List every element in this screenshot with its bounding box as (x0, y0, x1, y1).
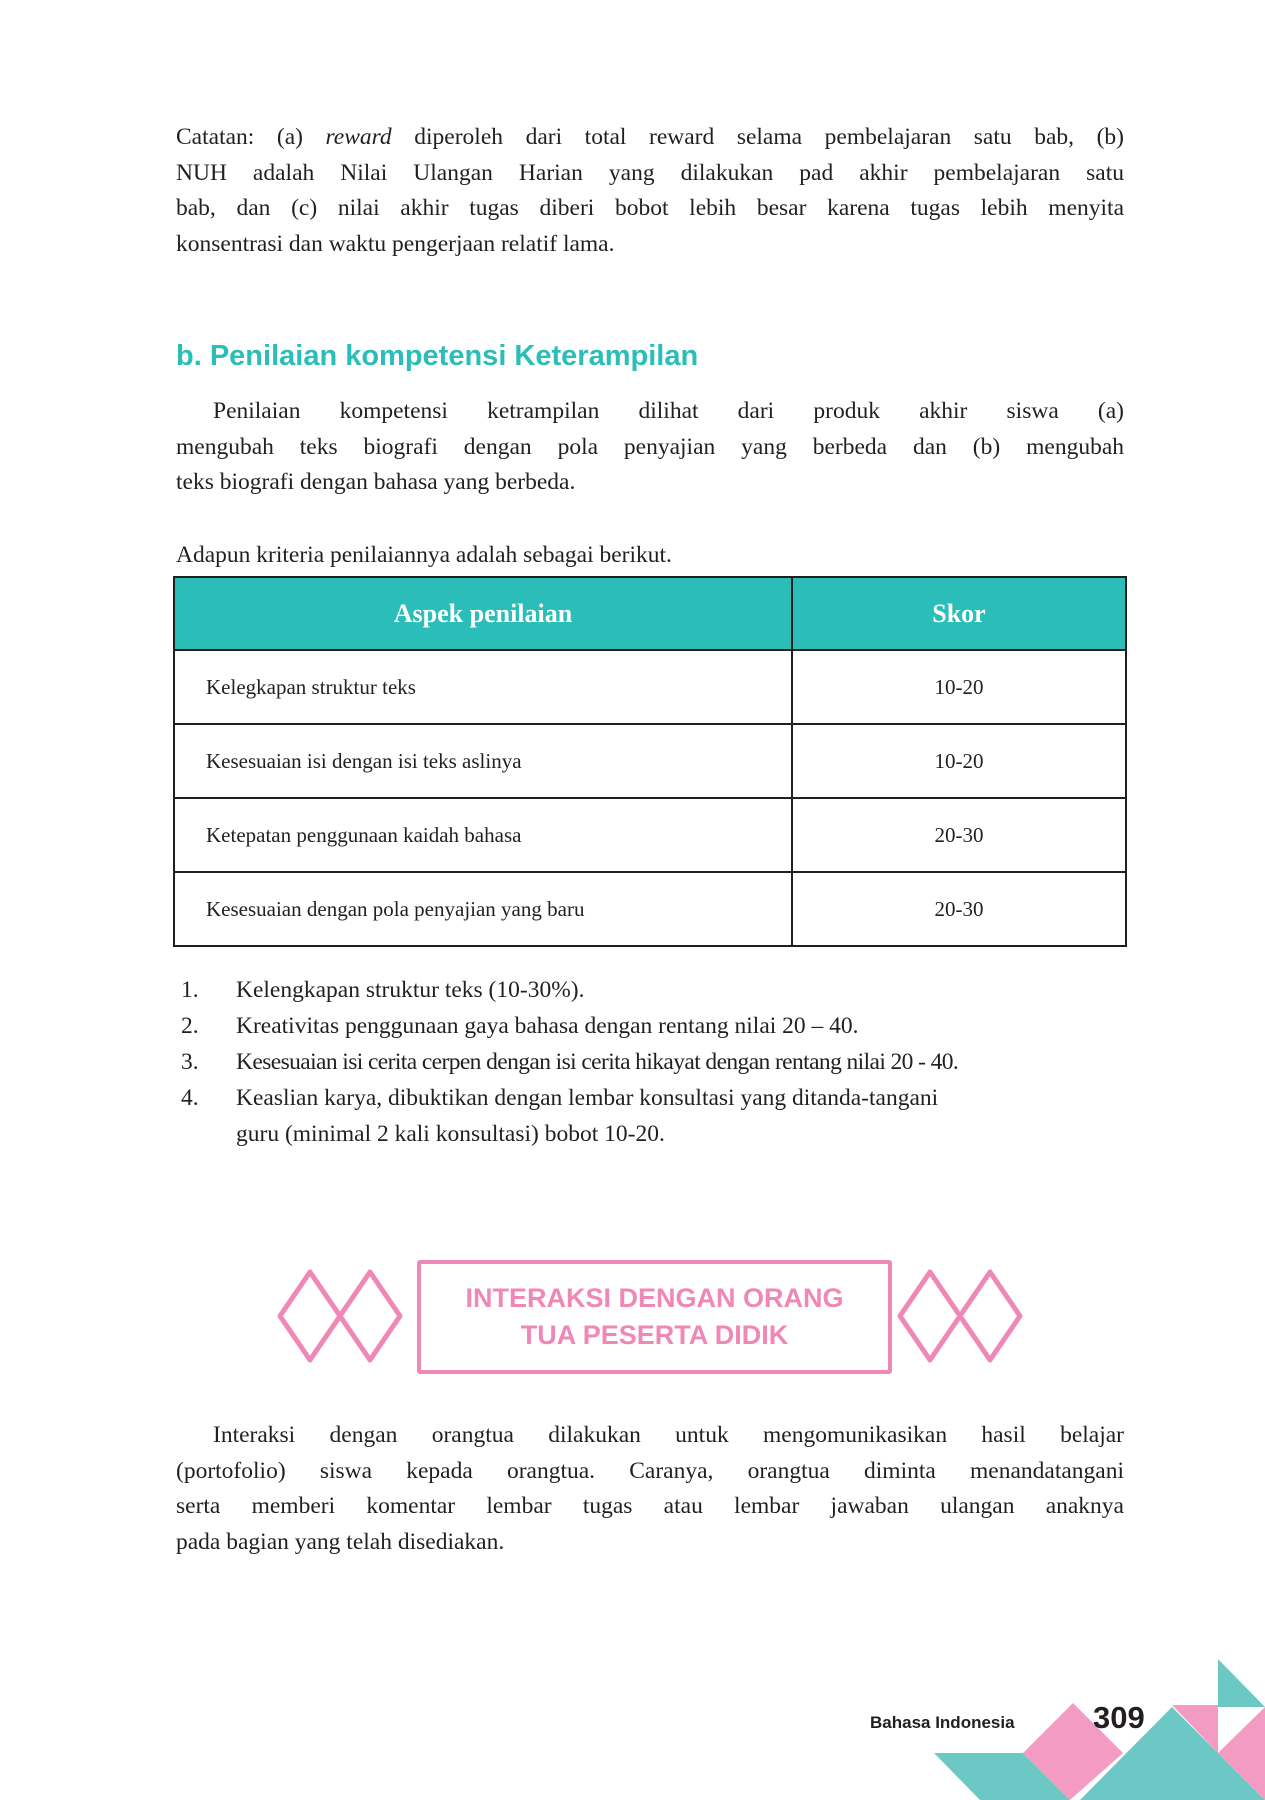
note-line: bab, dan (c) nilai akhir tugas diberi bobot lebih besar karena tugas lebih menyita (176, 195, 1124, 222)
list-text: Keaslian karya, dibuktikan dengan lembar konsultasi yang ditanda-tangani (236, 1085, 939, 1111)
score-cell: 10-20 (792, 724, 1126, 798)
criteria-intro: Adapun kriteria penilaiannya adalah sebagai berikut. (176, 542, 672, 568)
interaction-line: serta memberi komentar lembar tugas atau lembar jawaban ulangan anaknya (176, 1493, 1124, 1520)
skill-line: Penilaian kompetensi ketrampilan dilihat dari produk akhir siswa (a) (213, 398, 1124, 424)
interaction-line: (portofolio) siswa kepada orangtua. Caranya, orangtua diminta menandatangani (176, 1457, 1124, 1484)
banner-line: TUA PESERTA DIDIK (520, 1320, 789, 1350)
list-text: Kesesuaian isi cerita cerpen dengan isi cerita hikayat dengan rentang nilai 20 - 40. (236, 1049, 959, 1075)
footer-subject: Bahasa Indonesia (870, 1713, 1015, 1732)
note-line: NUH adalah Nilai Ulangan Harian yang dilakukan pad akhir pembelajaran satu (176, 159, 1124, 186)
skill-line: teks biografi dengan bahasa yang berbeda. (176, 469, 576, 496)
banner-line: INTERAKSI DENGAN ORANG (465, 1283, 844, 1313)
list-number: 4. (181, 1085, 199, 1111)
list-number: 1. (181, 977, 199, 1003)
aspect-cell: Kelegkapan struktur teks (174, 650, 792, 724)
aspect-cell: Ketepatan penggunaan kaidah bahasa (174, 798, 792, 872)
aspect-cell: Kesesuaian isi dengan isi teks aslinya (174, 724, 792, 798)
list-number: 3. (181, 1049, 199, 1075)
header-skor: Skor (792, 577, 1126, 650)
interaction-line: pada bagian yang telah disediakan. (176, 1528, 505, 1555)
list-text: Kelengkapan struktur teks (10-30%). (236, 977, 585, 1003)
score-cell: 10-20 (792, 650, 1126, 724)
note-line: Catatan: (a) reward diperoleh dari total reward selama pembelajaran satu bab, (b) (176, 124, 1124, 150)
list-text: guru (minimal 2 kali konsultasi) bobot 10-20. (236, 1121, 665, 1147)
header-aspek: Aspek penilaian (174, 577, 792, 650)
list-text: Kreativitas penggunaan gaya bahasa dengan rentang nilai 20 – 40. (236, 1013, 859, 1039)
score-cell: 20-30 (792, 798, 1126, 872)
skill-line: mengubah teks biografi dengan pola penyajian yang berbeda dan (b) mengubah (176, 433, 1124, 460)
section-heading: b. Penilaian kompetensi Keterampilan (176, 340, 699, 372)
aspect-cell: Kesesuaian dengan pola penyajian yang baru (174, 872, 792, 946)
page-number: 309 (1093, 1700, 1145, 1735)
note-line: konsentrasi dan waktu pengerjaan relatif lama. (176, 230, 615, 257)
score-cell: 20-30 (792, 872, 1126, 946)
interaction-line: Interaksi dengan orangtua dilakukan untuk mengomunikasikan hasil belajar (213, 1422, 1124, 1448)
list-number: 2. (181, 1013, 199, 1039)
